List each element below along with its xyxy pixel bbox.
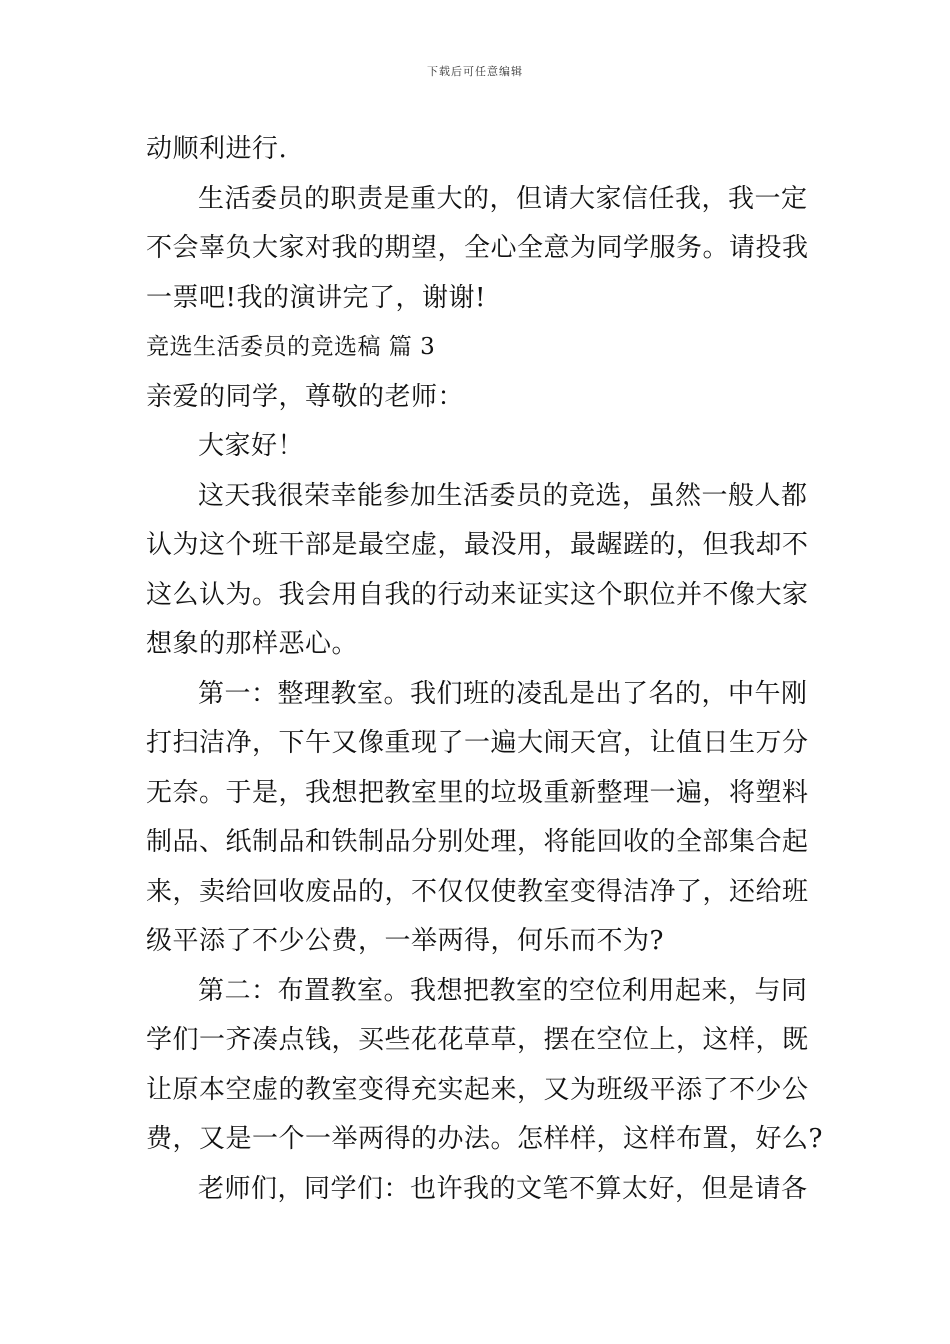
text-line: 来，卖给回收废品的，不仅仅使教室变得洁净了，还给班 (146, 876, 809, 907)
text-line: 无奈。于是，我想把教室里的垃圾重新整理一遍，将塑料 (146, 777, 809, 808)
text-line: 亲爱的同学，尊敬的老师： (146, 381, 465, 412)
text-line: 生活委员的职责是重大的，但请大家信任我，我一定 (198, 183, 808, 214)
text-line: 不会辜负大家对我的期望，全心全意为同学服务。请投我 (146, 233, 809, 263)
text-line: 学们一齐凑点钱，买些花花草草，摆在空位上，这样，既 (146, 1025, 809, 1055)
text-line: 一票吧!我的演讲完了，谢谢! (146, 282, 486, 313)
document-body (146, 125, 823, 1214)
text-line: 费，又是一个一举两得的办法。怎样样，这样布置，好么? (146, 1124, 823, 1154)
text-line: 认为这个班干部是最空虚，最没用，最龌蹉的，但我却不 (146, 530, 809, 560)
text-line: 这么认为。我会用自我的行动来证实这个职位并不像大家 (146, 579, 809, 610)
text-line: 制品、纸制品和铁制品分别处理，将能回收的全部集合起 (146, 827, 809, 857)
text-line: 这天我很荣幸能参加生活委员的竞选，虽然一般人都 (198, 480, 808, 511)
section-heading: 竞选生活委员的竞选稿 篇 3 (146, 334, 436, 360)
text-line: 级平添了不少公费，一举两得，何乐而不为? (146, 926, 664, 956)
page-header: 下载后可任意编辑 (427, 65, 523, 78)
text-line: 老师们，同学们：也许我的文笔不算太好，但是请各 (198, 1173, 808, 1204)
text-line: 动顺利进行. (146, 134, 288, 164)
text-line: 第二：布置教室。我想把教室的空位利用起来，与同 (198, 975, 808, 1006)
text-line: 第一：整理教室。我们班的凌乱是出了名的，中午刚 (198, 678, 808, 709)
text-line: 想象的那样恶心。 (146, 629, 359, 659)
text-line: 让原本空虚的教室变得充实起来，又为班级平添了不少公 (146, 1074, 809, 1105)
text-line: 大家好！ (198, 431, 305, 461)
text-line: 打扫洁净，下午又像重现了一遍大闹天宫，让值日生万分 (146, 728, 809, 758)
